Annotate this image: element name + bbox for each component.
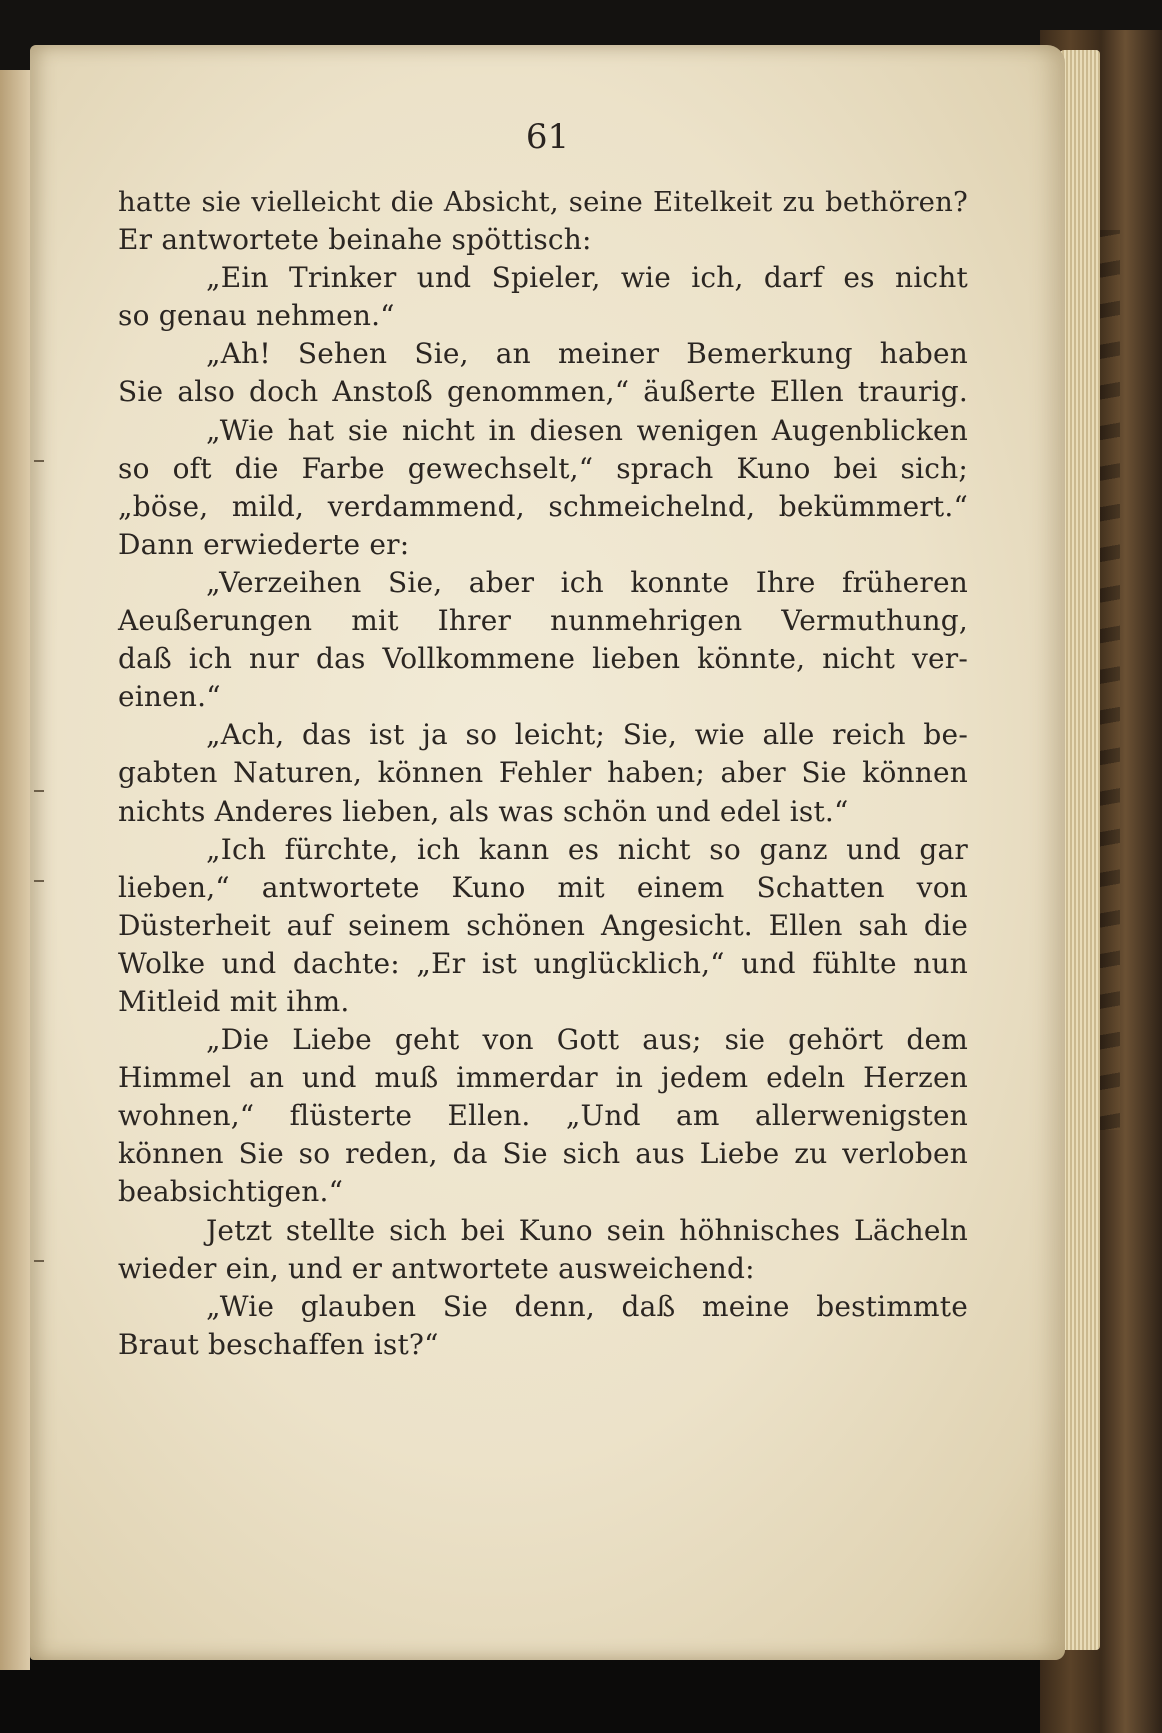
text-line: Aeußerungen mit Ihrer nunmehrigen Vermuthung, [118,604,968,638]
text-line: beabsichtigen.“ [118,1175,344,1209]
text-line: Wolke und dachte: „Er ist unglücklich,“ und fühlte nun [118,946,968,980]
text-line: Himmel an und muß immerdar in jedem edeln Herzen [118,1061,968,1095]
text-line: „Ach, das ist ja so leicht; Sie, wie alle reich be- [206,718,968,752]
text-line: können Sie so reden, da Sie sich aus Liebe zu verloben [118,1137,968,1171]
text-line: Er antwortete beinahe spöttisch: [118,223,592,257]
text-line: „Verzeihen Sie, aber ich konnte Ihre früheren [206,565,968,599]
text-line: so oft die Farbe gewechselt,“ sprach Kuno bei sich; [118,451,968,485]
text-line: gabten Naturen, können Fehler haben; aber Sie können [118,756,968,790]
text-line: „Ein Trinker und Spieler, wie ich, darf es nicht [206,261,968,295]
text-line: „Ich fürchte, ich kann es nicht so ganz und gar [206,832,968,866]
text-line: Sie also doch Anstoß genommen,“ äußerte Ellen traurig. [118,375,968,409]
text-line: so genau nehmen.“ [118,299,395,333]
text-line: Düsterheit auf seinem schönen Angesicht. Ellen sah die [118,908,968,942]
text-line: einen.“ [118,680,221,714]
previous-page-edge [0,70,30,1670]
text-line: „Wie hat sie nicht in diesen wenigen Augenblicken [206,413,968,447]
text-line: „Die Liebe geht von Gott aus; sie gehört dem [206,1023,968,1057]
text-line: Dann erwiederte er: [118,527,410,561]
text-line: wieder ein, und er antwortete ausweichend: [118,1251,755,1285]
text-line: daß ich nur das Vollkommene lieben könnte, nicht ver- [118,642,968,676]
body-text [118,183,968,1364]
text-line: Braut beschaffen ist?“ [118,1327,439,1361]
page-edges [1060,50,1100,1650]
text-line: Jetzt stellte sich bei Kuno sein höhnisches Lächeln [206,1213,968,1247]
page-number: 61 [525,117,570,157]
text-line: wohnen,“ flüsterte Ellen. „Und am allerwenigsten [118,1099,968,1133]
text-line: „böse, mild, verdammend, schmeichelnd, bekümmert.“ [118,489,968,523]
text-line: „Wie glauben Sie denn, daß meine bestimmte [206,1289,968,1323]
text-line: hatte sie vielleicht die Absicht, seine Eitelkeit zu bethören? [118,186,968,218]
text-line: Mitleid mit ihm. [118,984,350,1018]
text-line: lieben,“ antwortete Kuno mit einem Schatten von [118,870,968,904]
text-line: „Ah! Sehen Sie, an meiner Bemerkung haben [206,337,968,371]
text-line: nichts Anderes lieben, als was schön und edel ist.“ [118,794,849,828]
book-page [30,45,1065,1660]
